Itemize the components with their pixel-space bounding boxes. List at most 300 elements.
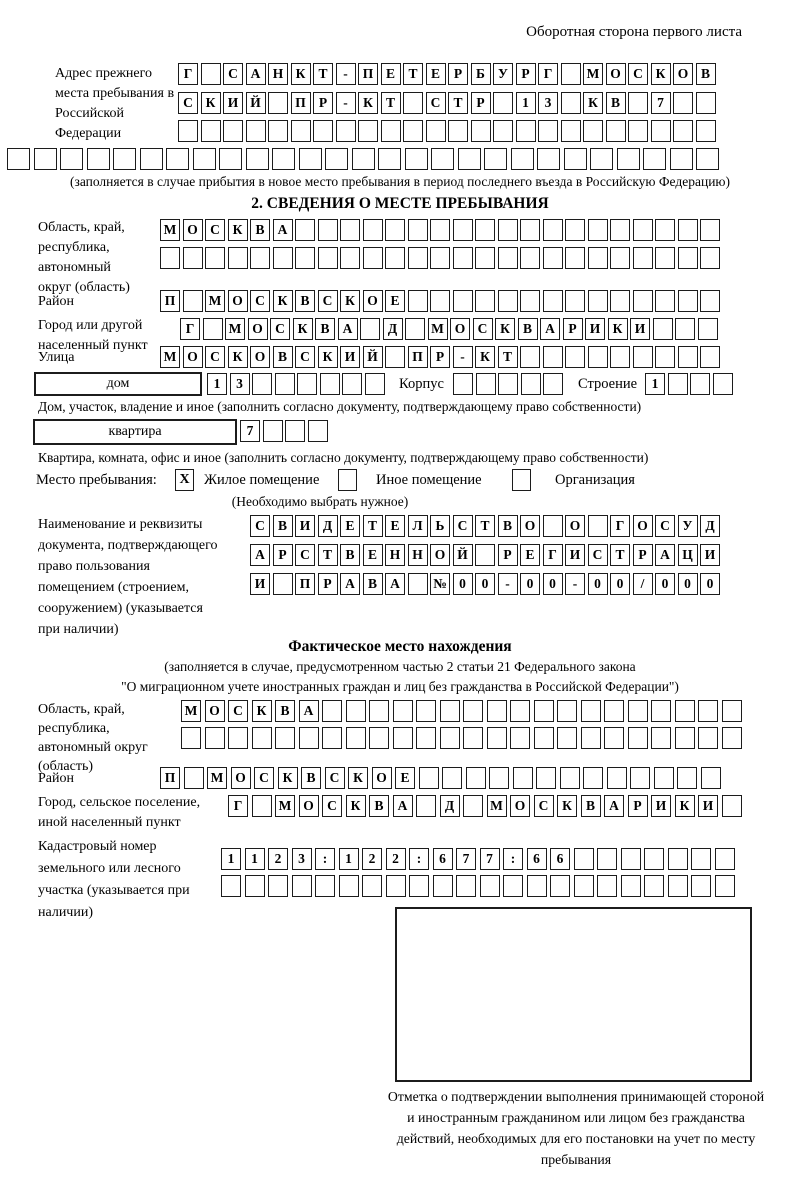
char-cell <box>471 120 491 142</box>
char-cell: И <box>250 573 270 595</box>
char-cell <box>275 727 295 749</box>
char-cell: М <box>160 346 180 368</box>
char-cell: 0 <box>700 573 720 595</box>
char-cell: В <box>273 515 293 537</box>
char-cell <box>34 148 57 170</box>
option-other-premises-label: Иное помещение <box>376 472 482 488</box>
char-cell: Г <box>610 515 630 537</box>
house-caption: Дом, участок, владение и иное (заполнить согласно документу, подтверждающему право собственности) <box>38 399 642 414</box>
char-cell: К <box>348 767 368 789</box>
char-cell <box>565 219 585 241</box>
char-cell <box>520 346 540 368</box>
char-cell <box>653 318 673 340</box>
char-cell: 3 <box>292 848 312 870</box>
char-cell <box>610 247 630 269</box>
char-cell <box>557 727 577 749</box>
prev-address-row-3 <box>178 120 718 142</box>
char-cell <box>228 727 248 749</box>
char-cell <box>655 219 675 241</box>
char-cell: С <box>178 92 198 114</box>
char-cell: Т <box>403 63 423 85</box>
char-cell: Р <box>430 346 450 368</box>
char-cell: В <box>581 795 601 817</box>
char-cell: - <box>498 573 518 595</box>
char-cell: К <box>358 92 378 114</box>
char-cell <box>673 92 693 114</box>
char-cell: Т <box>448 92 468 114</box>
char-cell: О <box>183 346 203 368</box>
char-cell <box>700 346 720 368</box>
char-cell: У <box>678 515 698 537</box>
char-cell <box>339 875 359 897</box>
char-cell: К <box>340 290 360 312</box>
char-cell <box>291 120 311 142</box>
char-cell: 7 <box>240 420 260 442</box>
char-cell <box>416 727 436 749</box>
char-cell <box>431 148 454 170</box>
cadastral-label: Кадастровый номер земельного или лесного участка (указывается при наличии) <box>38 839 190 920</box>
char-cell <box>543 290 563 312</box>
char-cell: Д <box>318 515 338 537</box>
char-cell <box>493 120 513 142</box>
char-cell <box>320 373 340 395</box>
char-cell <box>430 219 450 241</box>
char-cell: И <box>295 515 315 537</box>
char-cell: Н <box>408 544 428 566</box>
char-cell <box>487 727 507 749</box>
char-cell: К <box>495 318 515 340</box>
char-cell <box>140 148 163 170</box>
char-cell <box>160 247 180 269</box>
cadastral-row-1 <box>221 848 738 870</box>
char-cell: К <box>291 63 311 85</box>
char-cell <box>621 875 641 897</box>
region-row-2 <box>160 247 723 269</box>
char-cell <box>448 120 468 142</box>
char-cell: Г <box>538 63 558 85</box>
char-cell: С <box>655 515 675 537</box>
char-cell <box>322 727 342 749</box>
char-cell <box>268 120 288 142</box>
char-cell: Г <box>178 63 198 85</box>
char-cell <box>675 727 695 749</box>
char-cell <box>325 148 348 170</box>
char-cell: И <box>565 544 585 566</box>
char-cell <box>588 290 608 312</box>
char-cell <box>651 700 671 722</box>
city-label: Город или другой населенный пункт <box>38 318 148 353</box>
char-cell: 1 <box>245 848 265 870</box>
char-cell <box>534 727 554 749</box>
char-cell: Т <box>318 544 338 566</box>
char-cell <box>675 700 695 722</box>
char-cell: В <box>315 318 335 340</box>
char-cell: К <box>201 92 221 114</box>
char-cell: Е <box>340 515 360 537</box>
char-cell <box>588 247 608 269</box>
char-cell <box>393 727 413 749</box>
char-cell <box>698 700 718 722</box>
char-cell: Р <box>633 544 653 566</box>
stay-type-hint: (Необходимо выбрать нужное) <box>231 494 409 509</box>
char-cell: К <box>318 346 338 368</box>
char-cell <box>318 247 338 269</box>
char-cell: В <box>696 63 716 85</box>
char-cell: 2 <box>268 848 288 870</box>
char-cell: Р <box>313 92 333 114</box>
char-cell <box>493 92 513 114</box>
char-cell: Г <box>180 318 200 340</box>
char-cell <box>583 120 603 142</box>
char-cell <box>557 700 577 722</box>
section2-title: 2. СВЕДЕНИЯ О МЕСТЕ ПРЕБЫВАНИЯ <box>251 195 549 212</box>
char-cell <box>322 700 342 722</box>
char-cell <box>722 727 742 749</box>
char-cell: Т <box>610 544 630 566</box>
char-cell <box>715 848 735 870</box>
char-cell: И <box>698 795 718 817</box>
char-cell: Т <box>498 346 518 368</box>
region-row-1 <box>160 219 723 241</box>
actual-city-label: Город, сельское поселение, иной населенный пункт <box>38 795 201 830</box>
char-cell <box>678 290 698 312</box>
char-cell: К <box>293 318 313 340</box>
char-cell <box>543 515 563 537</box>
char-cell <box>308 420 328 442</box>
char-cell <box>510 700 530 722</box>
char-cell: Й <box>246 92 266 114</box>
char-cell <box>543 373 563 395</box>
apartment-label-box: квартира <box>33 419 237 445</box>
char-cell: Е <box>395 767 415 789</box>
char-cell <box>250 247 270 269</box>
char-cell <box>263 420 283 442</box>
char-cell <box>352 148 375 170</box>
char-cell: 7 <box>480 848 500 870</box>
char-cell <box>588 219 608 241</box>
char-cell <box>285 420 305 442</box>
char-cell <box>405 318 425 340</box>
char-cell <box>511 148 534 170</box>
char-cell <box>342 373 362 395</box>
char-cell <box>313 120 333 142</box>
char-cell: О <box>520 515 540 537</box>
char-cell <box>610 219 630 241</box>
char-cell <box>480 875 500 897</box>
char-cell <box>606 120 626 142</box>
char-cell <box>621 848 641 870</box>
page-header-note: Оборотная сторона первого листа <box>526 24 742 40</box>
char-cell <box>476 373 496 395</box>
char-cell: С <box>223 63 243 85</box>
char-cell: 2 <box>386 848 406 870</box>
actual-location-note-2: "О миграционном учете иностранных граждан и лиц без гражданства в Российской Федерации") <box>121 679 679 694</box>
char-cell <box>498 290 518 312</box>
char-cell <box>677 767 697 789</box>
char-cell <box>651 727 671 749</box>
char-cell: Р <box>628 795 648 817</box>
char-cell <box>691 848 711 870</box>
char-cell <box>565 346 585 368</box>
char-cell <box>453 290 473 312</box>
char-cell: 2 <box>362 848 382 870</box>
house-label-box: дом <box>34 372 202 396</box>
char-cell <box>416 795 436 817</box>
char-cell: С <box>628 63 648 85</box>
char-cell <box>597 875 617 897</box>
char-cell: Л <box>408 515 428 537</box>
prev-address-label: Адрес прежнего места пребывания в Российской Федерации <box>55 66 175 141</box>
apartment-row <box>240 420 330 442</box>
char-cell <box>295 219 315 241</box>
char-cell <box>221 875 241 897</box>
char-cell <box>252 795 272 817</box>
char-cell: Р <box>498 544 518 566</box>
char-cell: С <box>250 290 270 312</box>
char-cell <box>430 247 450 269</box>
char-cell <box>564 148 587 170</box>
char-cell <box>516 120 536 142</box>
char-cell: О <box>606 63 626 85</box>
char-cell <box>403 92 423 114</box>
char-cell: О <box>231 767 251 789</box>
char-cell: Д <box>383 318 403 340</box>
char-cell: 6 <box>527 848 547 870</box>
char-cell <box>346 700 366 722</box>
char-cell <box>201 63 221 85</box>
char-cell <box>630 767 650 789</box>
char-cell <box>297 373 317 395</box>
char-cell: И <box>630 318 650 340</box>
char-cell <box>87 148 110 170</box>
char-cell: 7 <box>651 92 671 114</box>
house-row <box>207 373 387 395</box>
char-cell <box>365 373 385 395</box>
char-cell <box>363 247 383 269</box>
char-cell <box>426 120 446 142</box>
char-cell <box>670 148 693 170</box>
actual-district-row <box>160 767 724 789</box>
char-cell: Е <box>385 290 405 312</box>
char-cell <box>408 290 428 312</box>
char-cell <box>453 373 473 395</box>
char-cell <box>440 727 460 749</box>
char-cell: № <box>430 573 450 595</box>
char-cell <box>534 700 554 722</box>
actual-region-row-2 <box>181 727 745 749</box>
char-cell <box>574 875 594 897</box>
char-cell <box>201 120 221 142</box>
char-cell: В <box>273 346 293 368</box>
char-cell: / <box>633 573 653 595</box>
char-cell: И <box>340 346 360 368</box>
char-cell: Е <box>520 544 540 566</box>
char-cell: П <box>295 573 315 595</box>
char-cell <box>419 767 439 789</box>
char-cell <box>458 148 481 170</box>
char-cell: Ц <box>678 544 698 566</box>
char-cell <box>543 346 563 368</box>
char-cell <box>633 290 653 312</box>
char-cell: 0 <box>610 573 630 595</box>
char-cell: А <box>338 318 358 340</box>
char-cell: О <box>363 290 383 312</box>
char-cell <box>299 148 322 170</box>
char-cell: - <box>336 92 356 114</box>
char-cell <box>463 727 483 749</box>
char-cell: 0 <box>655 573 675 595</box>
char-cell <box>184 767 204 789</box>
char-cell: М <box>275 795 295 817</box>
char-cell: Р <box>563 318 583 340</box>
char-cell <box>617 148 640 170</box>
confirmation-stamp-box <box>395 907 752 1082</box>
char-cell <box>463 795 483 817</box>
char-cell <box>408 219 428 241</box>
char-cell: 3 <box>538 92 558 114</box>
char-cell: А <box>393 795 413 817</box>
char-cell <box>628 727 648 749</box>
char-cell <box>489 767 509 789</box>
char-cell <box>655 247 675 269</box>
char-cell <box>655 346 675 368</box>
char-cell <box>610 346 630 368</box>
char-cell <box>245 875 265 897</box>
char-cell <box>537 148 560 170</box>
char-cell <box>590 148 613 170</box>
char-cell: 0 <box>678 573 698 595</box>
char-cell <box>574 848 594 870</box>
char-cell <box>223 120 243 142</box>
char-cell <box>700 219 720 241</box>
char-cell: Р <box>471 92 491 114</box>
char-cell: Т <box>313 63 333 85</box>
char-cell: М <box>487 795 507 817</box>
char-cell <box>715 875 735 897</box>
char-cell: В <box>518 318 538 340</box>
char-cell <box>166 148 189 170</box>
char-cell <box>292 875 312 897</box>
char-cell <box>246 148 269 170</box>
korpus-label: Корпус <box>399 376 444 392</box>
char-cell: М <box>583 63 603 85</box>
district-row <box>160 290 723 312</box>
char-cell: 0 <box>520 573 540 595</box>
char-cell <box>510 727 530 749</box>
char-cell: А <box>655 544 675 566</box>
char-cell <box>386 875 406 897</box>
prev-address-row-2 <box>178 92 718 114</box>
char-cell: 0 <box>543 573 563 595</box>
char-cell: 1 <box>516 92 536 114</box>
char-cell <box>193 148 216 170</box>
char-cell: К <box>228 219 248 241</box>
char-cell: А <box>385 573 405 595</box>
char-cell: О <box>673 63 693 85</box>
char-cell <box>178 120 198 142</box>
char-cell: У <box>493 63 513 85</box>
char-cell: Д <box>700 515 720 537</box>
char-cell <box>583 767 603 789</box>
stamp-caption: Отметка о подтверждении выполнения принимающей стороной и иностранным гражданином или лицом без гражданства действий, необходимых для его постановки на учет по месту пребывания <box>387 1089 765 1167</box>
actual-region-label: Область, край, республика, автономный округ (область) <box>38 702 148 774</box>
char-cell <box>336 120 356 142</box>
char-cell <box>668 373 688 395</box>
char-cell <box>203 318 223 340</box>
char-cell <box>430 290 450 312</box>
char-cell: К <box>557 795 577 817</box>
char-cell: О <box>205 700 225 722</box>
char-cell: И <box>223 92 243 114</box>
char-cell <box>527 875 547 897</box>
char-cell: С <box>453 515 473 537</box>
char-cell: - <box>453 346 473 368</box>
char-cell <box>369 700 389 722</box>
char-cell: С <box>295 346 315 368</box>
char-cell: С <box>318 290 338 312</box>
char-cell <box>268 875 288 897</box>
char-cell: М <box>205 290 225 312</box>
char-cell: О <box>183 219 203 241</box>
document-row-2 <box>250 544 723 566</box>
actual-city-row <box>228 795 745 817</box>
char-cell <box>610 290 630 312</box>
char-cell: О <box>248 318 268 340</box>
char-cell: О <box>299 795 319 817</box>
char-cell <box>701 767 721 789</box>
char-cell <box>369 727 389 749</box>
char-cell: В <box>369 795 389 817</box>
char-cell: К <box>273 290 293 312</box>
char-cell: С <box>295 544 315 566</box>
char-cell: Д <box>440 795 460 817</box>
char-cell <box>588 515 608 537</box>
char-cell: О <box>565 515 585 537</box>
char-cell: С <box>228 700 248 722</box>
char-cell <box>668 875 688 897</box>
char-cell: В <box>275 700 295 722</box>
char-cell <box>252 373 272 395</box>
char-cell <box>440 700 460 722</box>
char-cell <box>442 767 462 789</box>
actual-location-note-1: (заполняется в случае, предусмотренном частью 2 статьи 21 Федерального закона <box>164 659 636 674</box>
stroenie-row <box>645 373 735 395</box>
prev-address-row-4 <box>7 148 723 170</box>
char-cell <box>521 373 541 395</box>
char-cell <box>581 727 601 749</box>
char-cell <box>409 875 429 897</box>
char-cell <box>503 875 523 897</box>
char-cell: Г <box>228 795 248 817</box>
char-cell: О <box>250 346 270 368</box>
checkbox-organization <box>512 469 531 491</box>
char-cell <box>385 346 405 368</box>
char-cell: О <box>372 767 392 789</box>
char-cell: 0 <box>475 573 495 595</box>
char-cell <box>183 290 203 312</box>
char-cell <box>690 373 710 395</box>
char-cell: А <box>246 63 266 85</box>
char-cell: Т <box>475 515 495 537</box>
char-cell <box>560 767 580 789</box>
char-cell: С <box>250 515 270 537</box>
char-cell <box>475 219 495 241</box>
option-residential-label: Жилое помещение <box>204 472 320 488</box>
char-cell: 6 <box>433 848 453 870</box>
char-cell: Е <box>385 515 405 537</box>
char-cell: П <box>160 767 180 789</box>
char-cell: О <box>430 544 450 566</box>
